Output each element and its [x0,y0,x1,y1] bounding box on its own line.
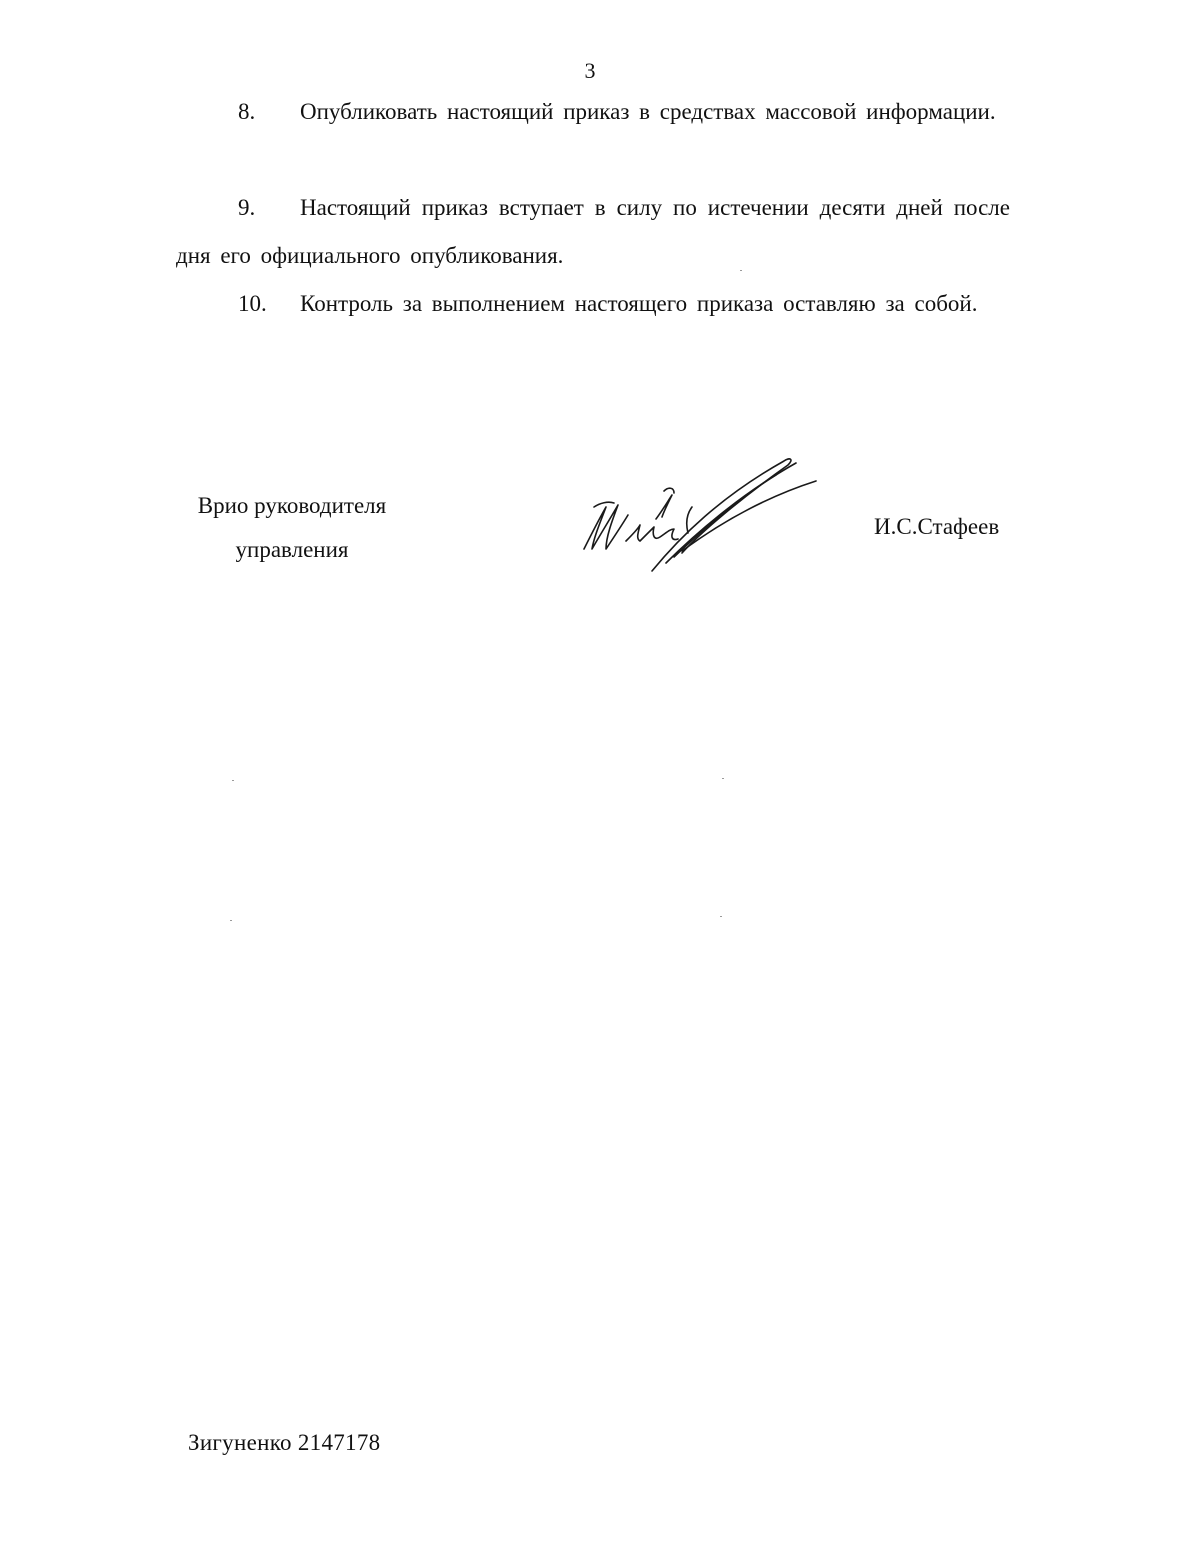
scan-speck [722,778,724,779]
signer-position [176,484,408,572]
signer-name: И.С.Стафеев [874,514,1000,539]
scan-speck [230,920,232,921]
scan-speck [720,916,722,917]
signer-position-line2: управления [235,537,349,562]
item-number: 8. [238,99,256,124]
signer-position-line1: Врио руководителя [197,493,387,518]
scan-speck [232,780,234,781]
order-item-8 [176,88,1010,136]
item-number: 10. [238,291,267,316]
item-number: 9. [238,195,256,220]
scan-speck [740,270,742,271]
handwritten-signature-icon [570,445,820,575]
item-text: Контроль за выполнением настоящего приказа оставляю за собой. [300,291,978,316]
executor-contact: Зигуненко 2147178 [188,1430,381,1455]
order-item-9 [176,184,1010,280]
item-text: Настоящий приказ вступает в силу по истечении десяти дней после дня его официального опубликования. [176,195,1010,268]
page-number: 3 [584,58,596,83]
item-text: Опубликовать настоящий приказ в средствах массовой информации. [300,99,996,124]
order-item-10 [176,280,1010,328]
